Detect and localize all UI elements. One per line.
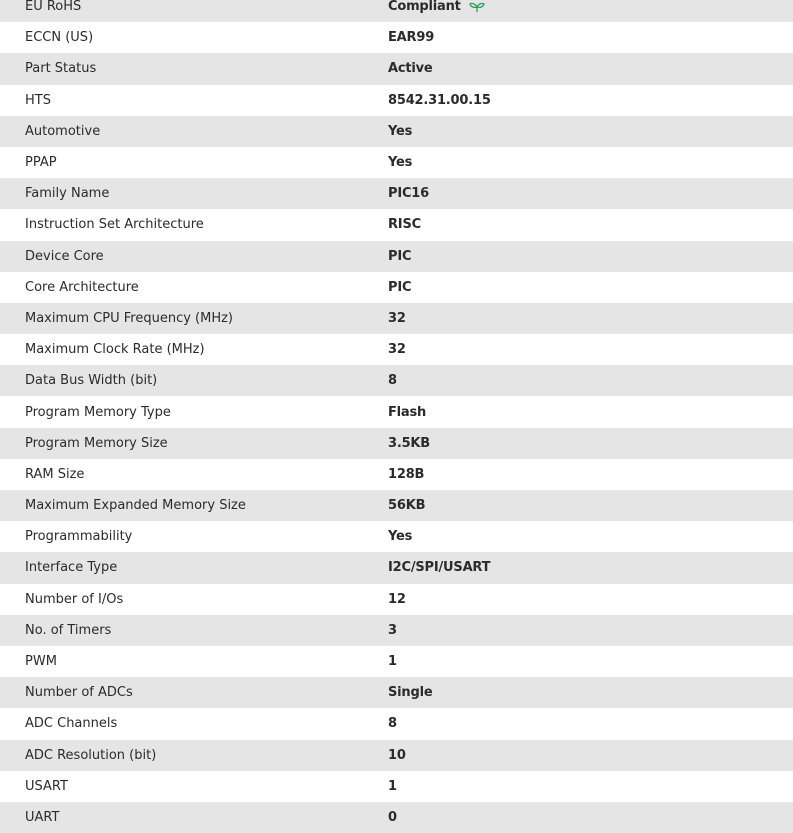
spec-label: Interface Type <box>25 560 118 576</box>
spec-value <box>388 685 793 700</box>
spec-row <box>0 53 793 84</box>
spec-value-text: Active <box>388 61 433 77</box>
spec-row <box>0 334 793 365</box>
spec-row <box>0 85 793 116</box>
spec-value <box>388 748 793 763</box>
spec-row <box>0 396 793 427</box>
spec-row <box>0 428 793 459</box>
spec-value <box>388 186 793 201</box>
spec-value-text: 3.5KB <box>388 435 431 451</box>
spec-label: EU RoHS <box>25 0 82 15</box>
spec-row <box>0 802 793 833</box>
spec-row <box>0 241 793 272</box>
spec-value <box>388 592 793 607</box>
spec-row <box>0 615 793 646</box>
spec-label: HTS <box>25 92 51 108</box>
spec-row <box>0 209 793 240</box>
spec-label: Instruction Set Architecture <box>25 217 204 233</box>
spec-label: ADC Resolution (bit) <box>25 747 157 763</box>
spec-row <box>0 646 793 677</box>
spec-value-text: EAR99 <box>388 30 435 46</box>
spec-label: Data Bus Width (bit) <box>25 373 158 389</box>
spec-label: Core Architecture <box>25 279 139 295</box>
spec-label: USART <box>25 778 68 794</box>
spec-label: Part Status <box>25 61 97 77</box>
spec-value <box>388 623 793 638</box>
spec-label: RAM Size <box>25 466 85 482</box>
spec-value <box>388 716 793 731</box>
spec-value-text: 1 <box>388 778 397 794</box>
spec-value <box>388 529 793 544</box>
spec-label: No. of Timers <box>25 622 112 638</box>
spec-label: Maximum Expanded Memory Size <box>25 498 246 514</box>
spec-value <box>388 124 793 139</box>
spec-value-text: Yes <box>388 529 413 545</box>
leaf-icon <box>469 1 485 13</box>
spec-value <box>388 342 793 357</box>
spec-label: PWM <box>25 654 57 670</box>
spec-value-text: 32 <box>388 342 406 358</box>
spec-value <box>388 779 793 794</box>
spec-value-text: 10 <box>388 747 406 763</box>
spec-row <box>0 116 793 147</box>
spec-value-text: PIC16 <box>388 186 429 202</box>
spec-value-text: RISC <box>388 217 421 233</box>
spec-value <box>388 61 793 76</box>
spec-value-text: I2C/SPI/USART <box>388 560 491 576</box>
spec-label: Program Memory Size <box>25 435 168 451</box>
spec-row <box>0 490 793 521</box>
spec-value-text: Yes <box>388 155 413 171</box>
spec-value-text: 0 <box>388 809 397 825</box>
spec-value-text: 32 <box>388 310 406 326</box>
spec-row <box>0 552 793 583</box>
spec-value <box>388 249 793 264</box>
spec-row <box>0 0 793 22</box>
spec-value-text: 56KB <box>388 498 426 514</box>
spec-value <box>388 436 793 451</box>
spec-row <box>0 677 793 708</box>
spec-value-text: Flash <box>388 404 427 420</box>
spec-value-text: 8 <box>388 373 397 389</box>
spec-label: Automotive <box>25 123 101 139</box>
spec-value-text: 12 <box>388 591 406 607</box>
spec-value-text: 8 <box>388 716 397 732</box>
spec-row <box>0 365 793 396</box>
spec-row <box>0 584 793 615</box>
spec-value-text: 128B <box>388 466 425 482</box>
spec-row <box>0 272 793 303</box>
spec-row <box>0 521 793 552</box>
spec-label: ECCN (US) <box>25 30 94 46</box>
spec-row <box>0 459 793 490</box>
spec-value <box>388 654 793 669</box>
spec-value <box>388 280 793 295</box>
spec-value-text: 8542.31.00.15 <box>388 92 491 108</box>
spec-label: Program Memory Type <box>25 404 171 420</box>
spec-row <box>0 22 793 53</box>
spec-value <box>388 0 793 14</box>
spec-value <box>388 560 793 575</box>
spec-value <box>388 93 793 108</box>
spec-label: UART <box>25 809 60 825</box>
spec-row <box>0 303 793 334</box>
spec-label: Programmability <box>25 529 133 545</box>
spec-value <box>388 217 793 232</box>
spec-label: ADC Channels <box>25 716 118 732</box>
spec-label: Number of I/Os <box>25 591 124 607</box>
spec-value-text: Yes <box>388 123 413 139</box>
spec-row <box>0 771 793 802</box>
spec-value-text: PIC <box>388 248 412 264</box>
spec-label: Number of ADCs <box>25 685 133 701</box>
spec-row <box>0 708 793 739</box>
spec-value-text: Compliant <box>388 0 461 15</box>
spec-value-text: 3 <box>388 622 397 638</box>
spec-value <box>388 311 793 326</box>
spec-value-text: PIC <box>388 279 412 295</box>
spec-value <box>388 155 793 170</box>
spec-label: Device Core <box>25 248 104 264</box>
spec-label: Family Name <box>25 186 110 202</box>
spec-row <box>0 178 793 209</box>
spec-label: Maximum Clock Rate (MHz) <box>25 342 205 358</box>
spec-value-text: 1 <box>388 654 397 670</box>
spec-value <box>388 467 793 482</box>
spec-value-text: Single <box>388 685 433 701</box>
spec-label: Maximum CPU Frequency (MHz) <box>25 310 233 326</box>
spec-value <box>388 30 793 45</box>
spec-value <box>388 405 793 420</box>
spec-row <box>0 147 793 178</box>
spec-value <box>388 498 793 513</box>
spec-value <box>388 373 793 388</box>
spec-label: PPAP <box>25 155 57 171</box>
spec-value <box>388 810 793 825</box>
spec-row <box>0 740 793 771</box>
